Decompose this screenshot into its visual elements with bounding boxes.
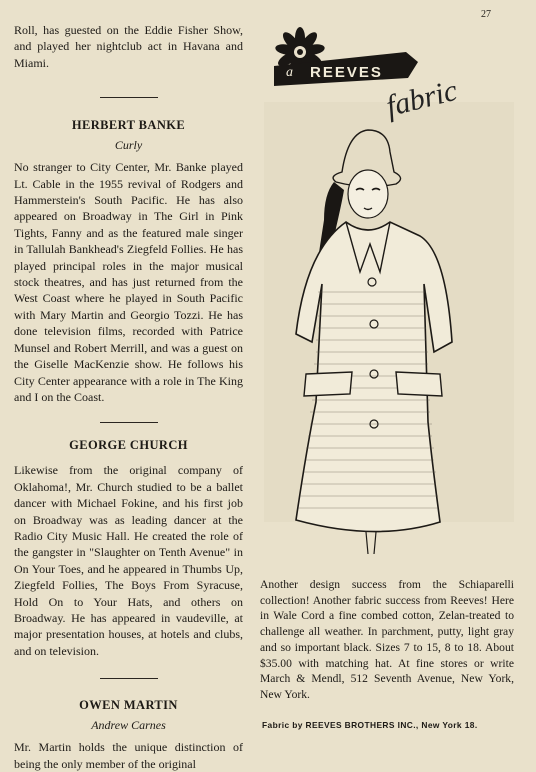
bio-name: HERBERT BANKE [71,118,186,133]
logo-brand: REEVES [310,64,383,81]
intro-paragraph: Roll, has guested on the Eddie Fisher Show, and played her nightclub act in Havana and Miami. [14,23,243,70]
bio-name: GEORGE CHURCH [69,438,188,453]
bio-column [14,22,243,772]
bio-name: OWEN MARTIN [79,698,178,713]
section-divider [100,422,158,423]
section-divider [100,678,158,679]
bio-text: No stranger to City Center, Mr. Banke played Lt. Cable in the 1955 revival of Rodgers and Hammerstein's South Pacific. He has also appeared on Broadway in The Girl in Pink Tights, Fanny and as the featured male singer in Tallulah Bankhead's Ziegfeld Follies. He has played principal roles in the major musical stock theatres, and has just returned from the West Coast where he played in South Pacific with Mary Martin and Georgio Tozzi. He has done television films, recorded with Patrice Munsel and Robert Merrill, and was a guest on the Giselle MacKenzie show. He follows his City Center appearance with a role in The King and I on the Coast. [14,160,243,404]
bio-role: Curly [114,138,143,153]
bio-role: Andrew Carnes [91,718,166,733]
logo-prefix: a [286,65,293,80]
bio-text: Mr. Martin holds the unique distinction of being the only member of the original [14,740,243,771]
section-divider [100,97,158,98]
page-number: 27 [481,9,491,20]
ad-copy: Another design success from the Schiaparelli collection! Another fabric success from Reeves! Here in Wale Cord a fine combed cotton, Zelan-treated to challenge all weather. In parchment, putty, light gray and so important black. Sizes 7 to 15, 8 to 18. About $35.00 with matching hat. At fine stores or write March & Mendl, 512 Seventh Avenue, New York, New York. [260,578,514,701]
logo-script: fabric [382,73,461,124]
reeves-fabric-ad [256,22,522,752]
ad-credit: Fabric by REEVES BROTHERS INC., New York 18. [262,720,478,730]
bio-text: Likewise from the original company of Oklahoma!, Mr. Church studied to be a ballet dancer with Michael Fokine, and his first job on Broadway was as leading dancer at the Radio City Music Hall. He created the role of the gangster in "Slaughter on Tenth Avenue" in On Your Toes, and he appeared in Thumbs Up, Ziegfeld Follies, The Boys From Syracuse, Hold On to Your Hats, and others on Broadway. He has appeared in vaudeville, at major presentation houses, at hotels and clubs, and on television. [14,463,243,658]
